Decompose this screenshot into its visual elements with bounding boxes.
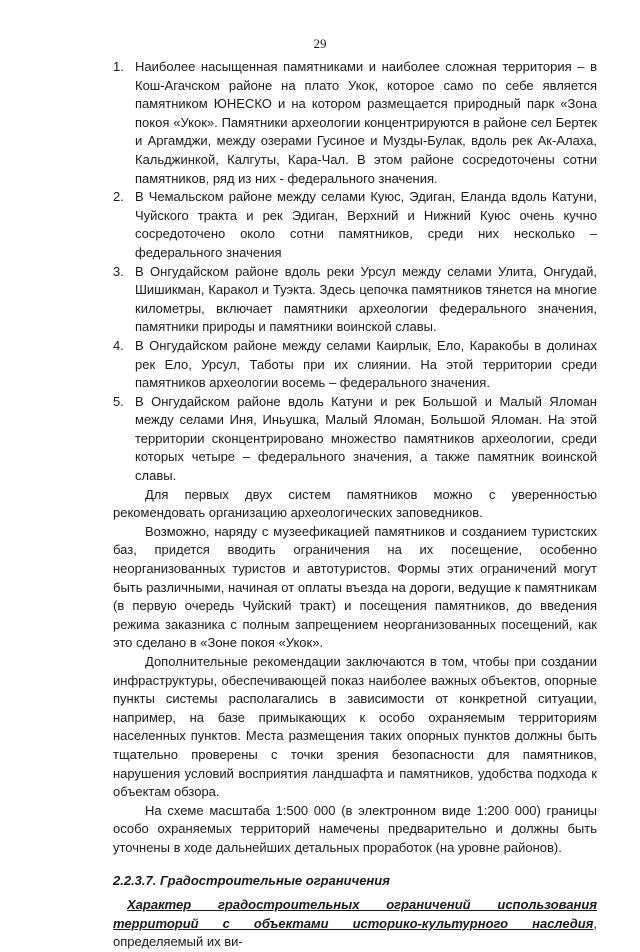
list-item-number: 3.	[113, 263, 124, 279]
paragraph-continuation: , определяемый их ви-	[113, 915, 597, 950]
body-paragraph: На схеме масштаба 1:500 000 (в электронном виде 1:200 000) границы особо охраняемых территорий намечены предварительно и должны быть уточнены в ходе дальнейших детальных проработок (на уровне районов).	[113, 802, 597, 855]
body-paragraph: Дополнительные рекомендации заключаются в том, чтобы при создании инфраструктуры, обеспечивающей показ наиболее важных объектов, опорные пункты системы располагались в зависимости от конкретной ситуации, например, на базе примыкающих к особо охраняемым территориям населенных пунктов. Места размещения таких опорных пунктов должны быть тщательно проверены с точки зрения безопасности для памятников, нарушения условий восприятия ландшафта и памятников, удобства подхода к объектам обзора.	[113, 654, 597, 800]
restrictions-paragraph	[113, 896, 597, 952]
list-item	[113, 393, 597, 486]
list-item	[113, 337, 597, 393]
list-item-number: 1.	[113, 59, 124, 74]
list-item-number: 4.	[113, 337, 124, 353]
list-item	[113, 188, 597, 262]
body-paragraph: Возможно, наряду с музеефикацией памятников и созданием туристских баз, придется вводить ограничения на их посещение, особенно неорганизованных туристов и автотуристов. Формы этих ограничений могут быть различными, начиная от оплаты въезда на дороги, ведущие к памятникам (в первую очередь Чуйский тракт) и посещения памятников, до введения режима заказника с полным запрещением неорганизованных посещений, как это сделано в «Зоне покоя «Укок».	[113, 523, 597, 651]
list-item-number: 5.	[113, 393, 124, 409]
section-heading: 2.2.3.7. Градостроительные ограничения	[113, 872, 390, 888]
list-item	[113, 263, 597, 337]
page-content	[113, 58, 597, 952]
list-item-text: В Онгудайском районе между селами Каирлык, Ело, Каракобы в долинах рек Ело, Урсул, Таботы при их слиянии. На этой территории среди памятников археологии восемь – федерального значения.	[135, 337, 597, 391]
list-item-text: Наиболее насыщенная памятниками и наиболее сложная территория – в Кош-Агачском районе на плато Укок, которое само по себе является памятником ЮНЕСКО и на котором размещается природный парк «Зона покоя «Укок». Памятники археологии концентрируются в районе сел Бертек и Аргамджи, между озерами Гусиное и Музды-Булак, вдоль рек Ак-Алаха, Кальджинкой, Калгуты, Кара-Чал. В этом районе сосредоточены сотни памятников, ряд из них - федерального значения.	[135, 59, 597, 186]
list-item-text: В Чемальском районе между селами Куюс, Эдиган, Еланда вдоль Катуни, Чуйского тракта и рек Эдиган, Верхний и Нижний Куюс очень кучно сосредоточено около сотни памятников, среди них несколько – федерального значения	[135, 189, 597, 260]
list-item-text: В Онгудайском районе вдоль реки Урсул между селами Улита, Онгудай, Шишикман, Каракол и Туэкта. Здесь цепочка памятников тянется на многие километры, включает памятники археологии федерального значения, памятники природы и памятники воинской славы.	[135, 263, 597, 335]
page-number: 29	[313, 36, 327, 51]
list-item-text: В Онгудайском районе вдоль Катуни и рек Большой и Малый Яломан между селами Иня, Иньушка, Малый Яломан, Большой Яломан. На этой территории сконцентрировано множество памятников археологии, среди которых четыре – федерального значения, а также памятник воинской славы.	[135, 393, 597, 484]
list-item-number: 2.	[113, 189, 124, 205]
list-item	[113, 58, 597, 188]
underlined-term: Характер градостроительных ограничений использования территорий с объектами историко-культурного наследия	[113, 897, 597, 931]
body-paragraph: Для первых двух систем памятников можно с уверенностью рекомендовать организацию археологических заповедников.	[113, 486, 597, 521]
monument-areas-list	[113, 58, 597, 486]
